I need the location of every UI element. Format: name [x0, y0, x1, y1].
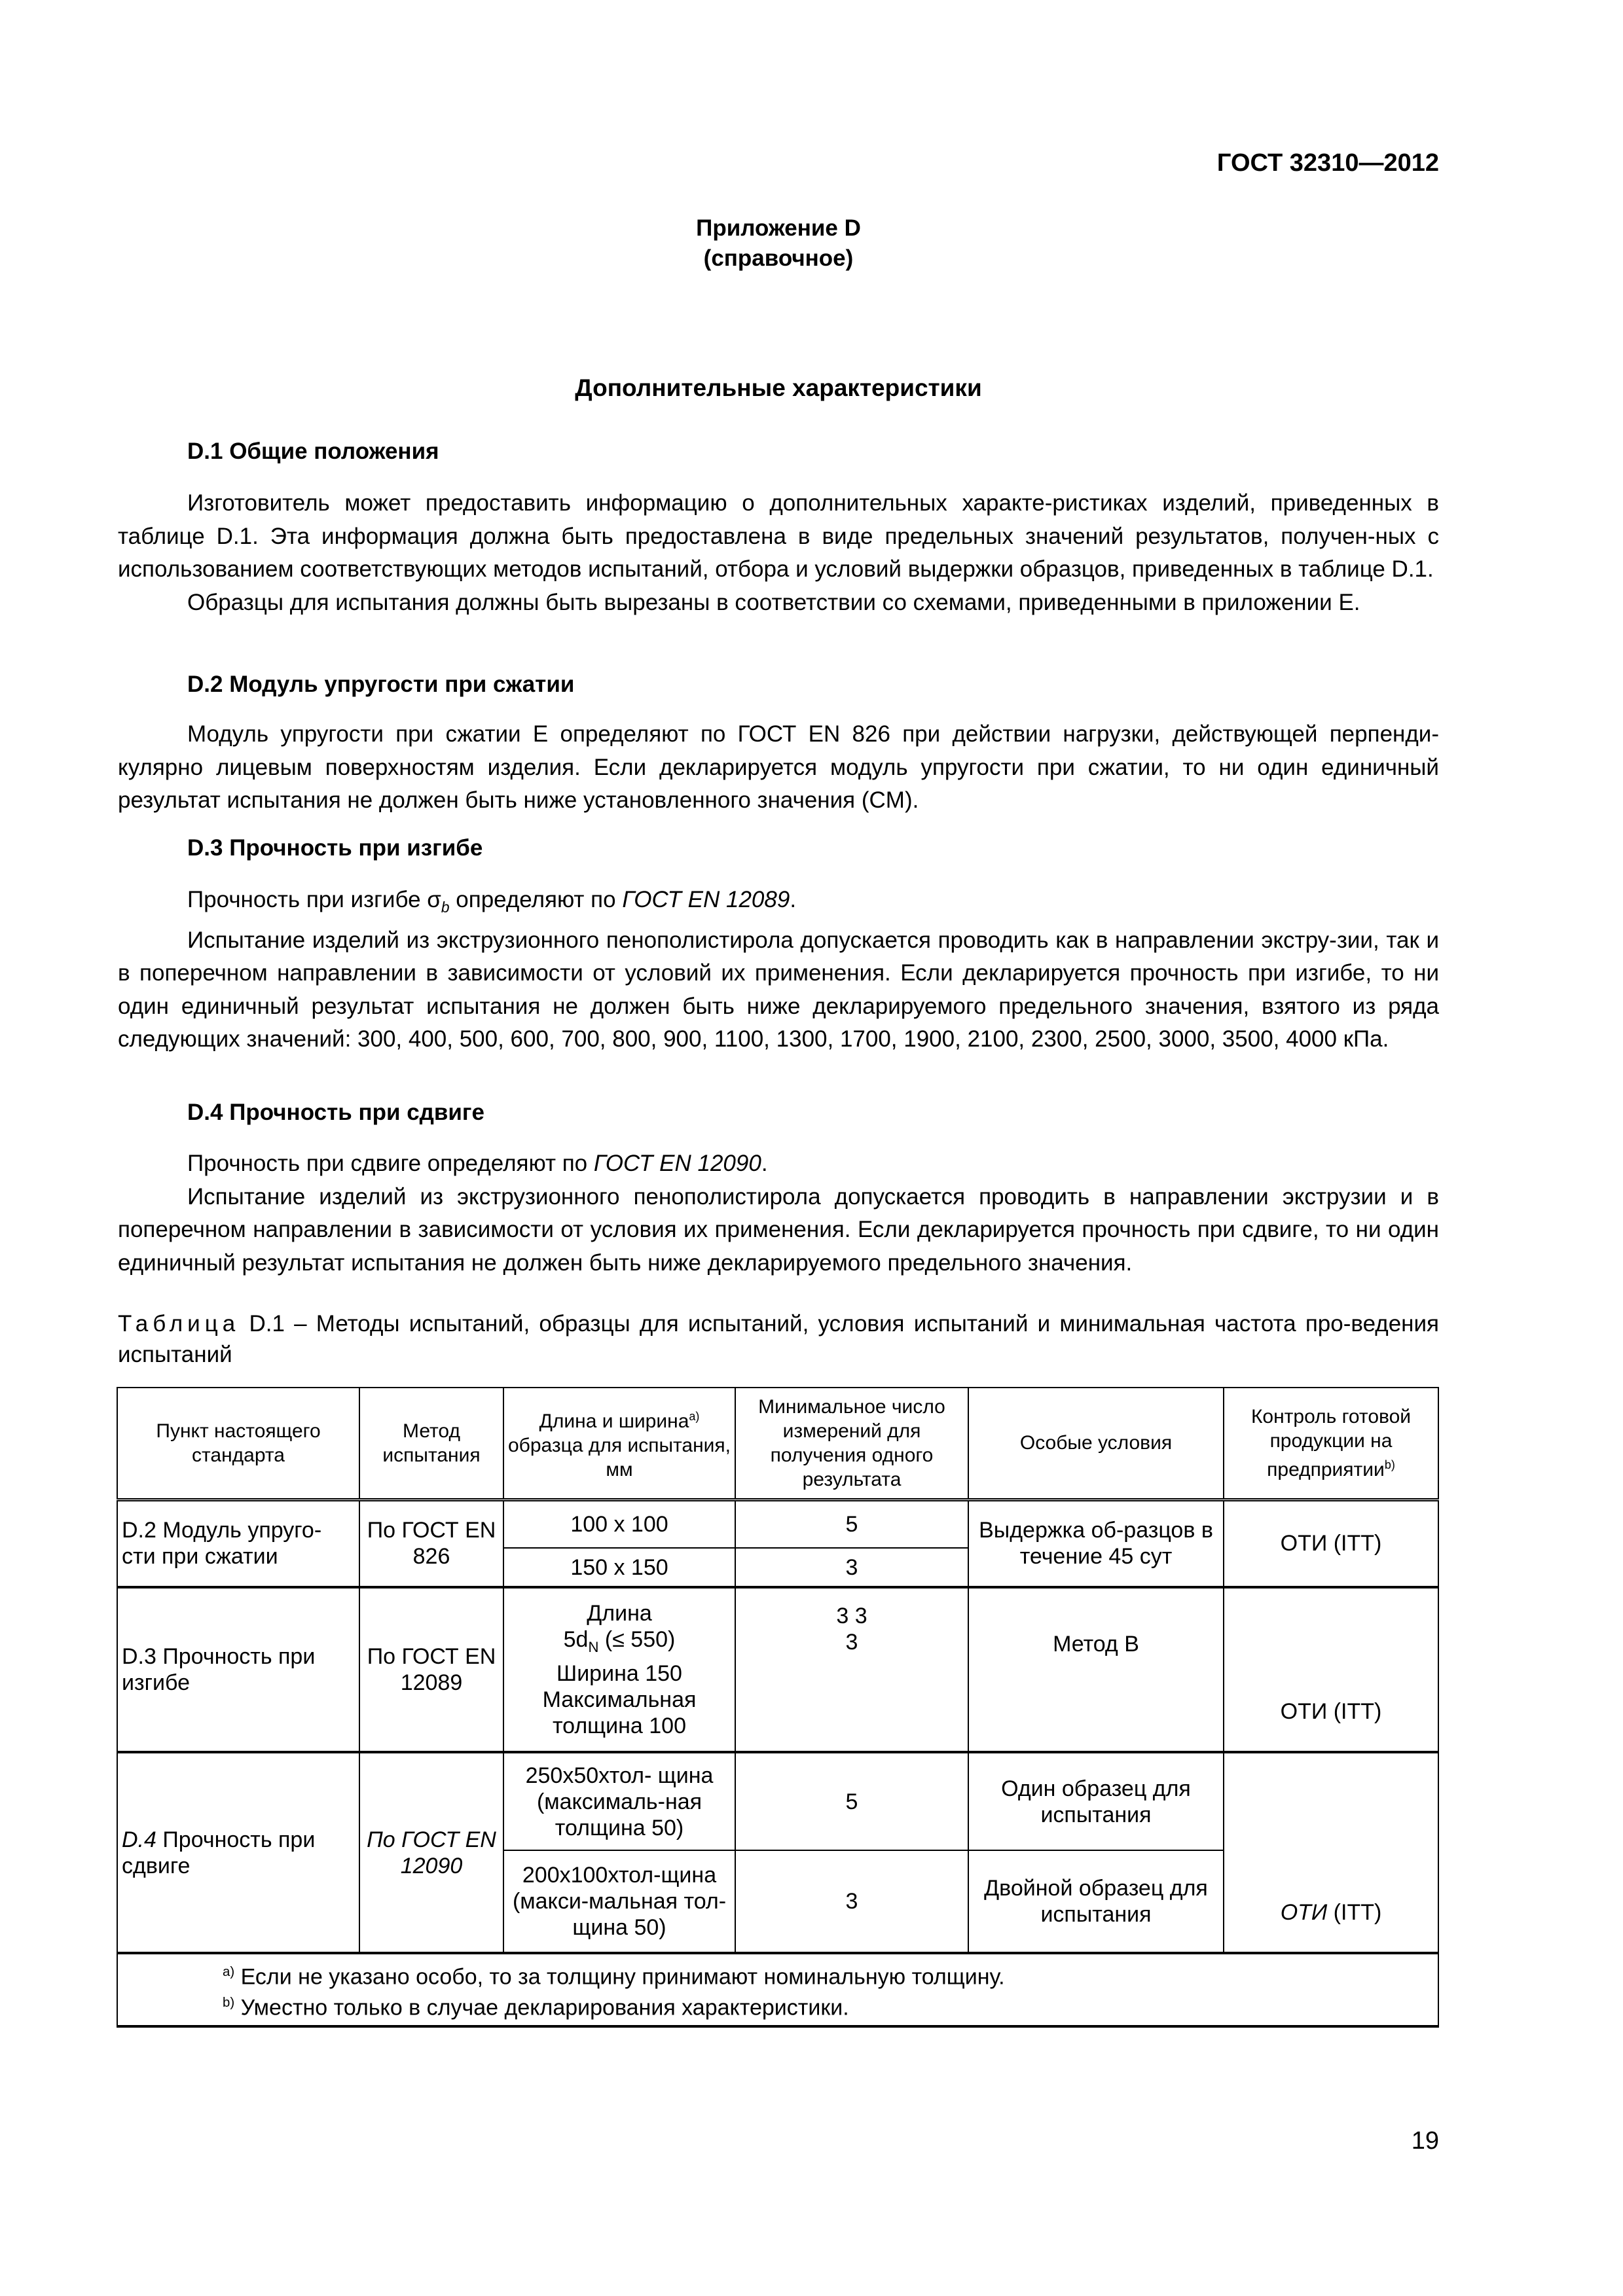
- text: определяют по: [449, 887, 623, 912]
- paragraph: Модуль упругости при сжатии E определяют по ГОСТ EN 826 при действии нагрузки, действующей перпенди-кулярно лицевым поверхностям изделия. Если декларируется модуль упругости при сжатии, то ни один единичный результат испытания не должен быть ниже установленного значения (CM).: [118, 721, 1439, 813]
- text: (≤ 550): [598, 1627, 676, 1653]
- appendix-type: (справочное): [703, 245, 854, 271]
- text: Уместно только в случае декларирования характеристики.: [240, 1995, 849, 2020]
- footnote-mark: b): [1384, 1458, 1395, 1471]
- table-row: [117, 1587, 1438, 1752]
- text: Прочность при сдвиге определяют по: [187, 1151, 594, 1176]
- caption-text: D.1 – Методы испытаний, образцы для испытаний, условия испытаний и минимальная частота про-ведения испытаний: [118, 1311, 1439, 1367]
- footnote-a: [223, 1959, 1434, 1990]
- text: (ITT): [1327, 1900, 1382, 1925]
- table-header-row: [117, 1388, 1438, 1499]
- footnote-mark: a): [689, 1409, 700, 1423]
- cell-count: 5: [735, 1499, 968, 1548]
- cell-item: D.2 Модуль упруго-сти при сжатии: [117, 1499, 359, 1587]
- cell-control: [1224, 1752, 1438, 1953]
- cell-size: 250x50хтол- щина (максималь-ная толщина 50): [503, 1752, 735, 1850]
- page-number: 19: [1411, 2127, 1439, 2155]
- text: Длина: [587, 1601, 652, 1626]
- table-row: [117, 1752, 1438, 1850]
- table-row: [117, 1499, 1438, 1548]
- text: 5d: [563, 1627, 589, 1653]
- text: Прочность при сдвиге: [122, 1827, 316, 1878]
- header-cell: Пункт настоящего стандарта: [117, 1388, 359, 1499]
- section-d4-body: [118, 1147, 1439, 1280]
- header-cell: Минимальное число измерений для получения одного результата: [735, 1388, 968, 1499]
- subscript: b: [441, 899, 450, 916]
- footnote-b: [223, 1990, 1434, 2020]
- cell-method: По ГОСТ EN 12090: [359, 1752, 503, 1953]
- section-d2-body: [118, 718, 1439, 817]
- section-d3-body: [118, 884, 1439, 1056]
- header-cell: [1224, 1388, 1438, 1499]
- header-cell: Особые условия: [968, 1388, 1224, 1499]
- cell-conditions: Метод B: [968, 1587, 1224, 1752]
- text: D.4: [122, 1827, 156, 1852]
- cell-conditions: Выдержка об-разцов в течение 45 сут: [968, 1499, 1224, 1587]
- cell-count: 3: [735, 1850, 968, 1953]
- footnote-mark: b): [223, 1996, 235, 2010]
- paragraph: Изготовитель может предоставить информацию о дополнительных характе-ристиках изделий, приведенных в таблице D.1. Эта информация должна быть предоставлена в виде предельных значений результатов, получен-ных с использованием соответствующих методов испытаний, отбора и условий выдержки образцов, приведенных в таблице D.1.: [118, 490, 1439, 582]
- section-d2-title: D.2 Модуль упругости при сжатии: [187, 672, 575, 697]
- section-d1-body: [118, 487, 1439, 619]
- cell-size: [503, 1587, 735, 1752]
- header-cell: Метод испытания: [359, 1388, 503, 1499]
- cell-count: 3: [735, 1548, 968, 1587]
- paragraph: Прочность при изгибе $\sigma_b$ определяют по ГОСТ EN 12089.: [187, 887, 797, 916]
- cell-control: ОТИ (ITT): [1224, 1499, 1438, 1587]
- table-caption: [118, 1308, 1439, 1370]
- text: образца для испытания, мм: [508, 1434, 731, 1480]
- cell-method: По ГОСТ EN 826: [359, 1499, 503, 1587]
- text: Если не указано особо, то за толщину принимают номинальную толщину.: [240, 1964, 1005, 1989]
- text: ОТИ: [1280, 1900, 1328, 1925]
- cell-count: 3 3 3: [735, 1587, 968, 1752]
- cell-item: D.3 Прочность при изгибе: [117, 1587, 359, 1752]
- paragraph: Образцы для испытания должны быть вырезаны в соответствии со схемами, приведенными в приложении E.: [187, 589, 1360, 615]
- text: Контроль готовой продукции на предприятии: [1250, 1405, 1412, 1480]
- subscript: N: [588, 1638, 599, 1655]
- cell-item: [117, 1752, 359, 1953]
- table-footnotes: [117, 1953, 1438, 2026]
- appendix-title: [118, 213, 1439, 274]
- cell-conditions: Один образец для испытания: [968, 1752, 1224, 1850]
- text: Длина и ширина: [539, 1410, 689, 1432]
- header-cell: [503, 1388, 735, 1499]
- section-d1-title: D.1 Общие положения: [187, 439, 439, 464]
- cell-size: 150 x 150: [503, 1548, 735, 1587]
- section-d3-title: D.3 Прочность при изгибе: [187, 835, 483, 861]
- appendix-heading: Дополнительные характеристики: [575, 374, 982, 401]
- paragraph: Прочность при сдвиге определяют по ГОСТ EN 12090.: [187, 1151, 768, 1176]
- appendix-label: Приложение D: [696, 215, 861, 241]
- section-d4-title: D.4 Прочность при сдвиге: [187, 1100, 484, 1125]
- cell-size: 100 x 100: [503, 1499, 735, 1548]
- footnotes-cell: [117, 1953, 1438, 2026]
- text: Ширина 150 Максимальная толщина 100: [542, 1660, 697, 1738]
- caption-label: Таблица: [118, 1311, 240, 1336]
- paragraph: Испытание изделий из экструзионного пенополистирола допускается проводить как в направлении экстру-зии, так и в поперечном направлении в зависимости от условий их применения. Если декларируется прочность при изгибе, то ни один единичный результат испытания не должен быть ниже декларируемого предельного значения, взятого из ряда следующих значений: 300, 400, 500, 600, 700, 800, 900, 1100, 1300, 1700, 1900, 2100, 2300, 2500, 3000, 3500, 4000 кПа.: [118, 927, 1439, 1052]
- standard-reference: ГОСТ EN 12090: [593, 1151, 761, 1176]
- cell-method: По ГОСТ EN 12089: [359, 1587, 503, 1752]
- standard-reference: ГОСТ EN 12089: [622, 887, 790, 912]
- footnote-mark: a): [223, 1964, 235, 1979]
- cell-size: 200x100хтол-щина (макси-мальная тол-щина 50): [503, 1850, 735, 1953]
- cell-conditions: Двойной образец для испытания: [968, 1850, 1224, 1953]
- paragraph: Испытание изделий из экструзионного пенополистирола допускается проводить в направлении экструзии и в поперечном направлении в зависимости от условия их применения. Если декларируется прочность при сдвиге, то ни один единичный результат испытания не должен быть ниже декларируемого предельного значения.: [118, 1183, 1439, 1276]
- text: Прочность при изгибе σ: [187, 887, 441, 912]
- table-d1: [117, 1387, 1439, 2028]
- cell-control: ОТИ (ITT): [1224, 1587, 1438, 1752]
- cell-count: 5: [735, 1752, 968, 1850]
- document-id: ГОСТ 32310—2012: [1216, 149, 1439, 177]
